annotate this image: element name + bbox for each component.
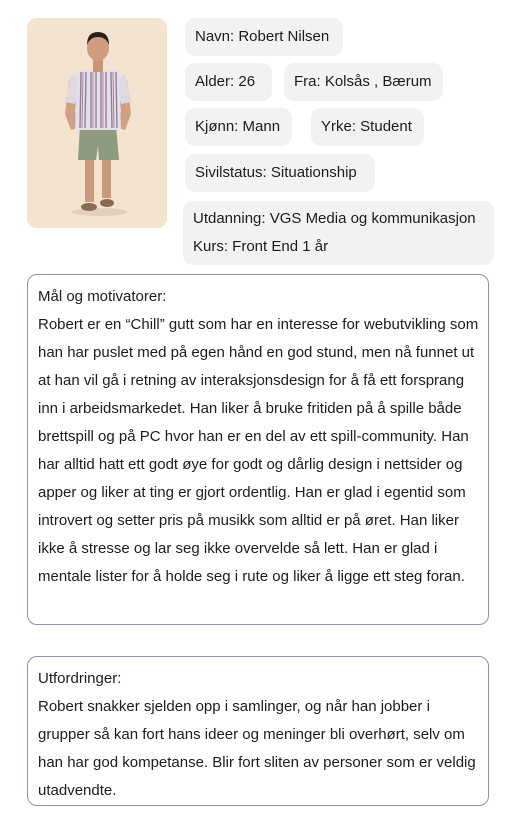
goals-card — [27, 274, 489, 625]
name-text: Navn: Robert Nilsen — [195, 28, 330, 45]
challenges-body: Robert snakker sjelden opp i samlinger, og når han jobber i grupper så kan fort hans ideer og meninger bli overhørt, selv om han har god kompetanse. Blir fort sliten av personer som er veldig utadvendte. — [38, 698, 476, 799]
marital-text: Sivilstatus: Situationship — [195, 164, 357, 181]
marital-chip — [185, 154, 375, 192]
education-chip — [183, 201, 494, 265]
profile-photo — [27, 18, 167, 228]
challenges-card — [27, 656, 489, 806]
challenges-title: Utfordringer: — [38, 670, 122, 687]
goals-body: Robert er en “Chill” gutt som har en interesse for webutvikling som han har puslet med på egen hånd en god stund, men nå funnet ut at han vil gå i retning av interaksjonsdesign for å få ett forsprang inn i arbeidsmarkedet. Han liker å bruke fritiden på å spille både brettspill og på PC hvor han er en del av ett spill-community. Han har alltid hatt ett godt øye for godt og dårlig design i nettsider og apper og liker at ting er gjort ordentlig. Han er glad i egentid som introvert og setter pris på musikk som alltid er på øret. Han liker ikke å stresse og lar seg ikke overvelde så lett. Han er glad i mentale lister for å holde seg i rute og liker å ligge ett steg foran. — [38, 316, 479, 585]
age-text: Alder: 26 — [195, 73, 256, 90]
job-text: Yrke: Student — [321, 118, 412, 135]
education-text: Utdanning: VGS Media og kommunikasjon — [193, 210, 476, 227]
job-chip — [311, 108, 424, 146]
gender-text: Kjønn: Mann — [195, 118, 281, 135]
person-illustration — [27, 18, 167, 228]
course-text: Kurs: Front End 1 år — [193, 238, 329, 255]
from-chip — [284, 63, 443, 101]
from-text: Fra: Kolsås , Bærum — [294, 73, 432, 90]
name-chip — [185, 18, 343, 56]
age-chip — [185, 63, 272, 101]
gender-chip — [185, 108, 292, 146]
goals-title: Mål og motivatorer: — [38, 288, 167, 305]
